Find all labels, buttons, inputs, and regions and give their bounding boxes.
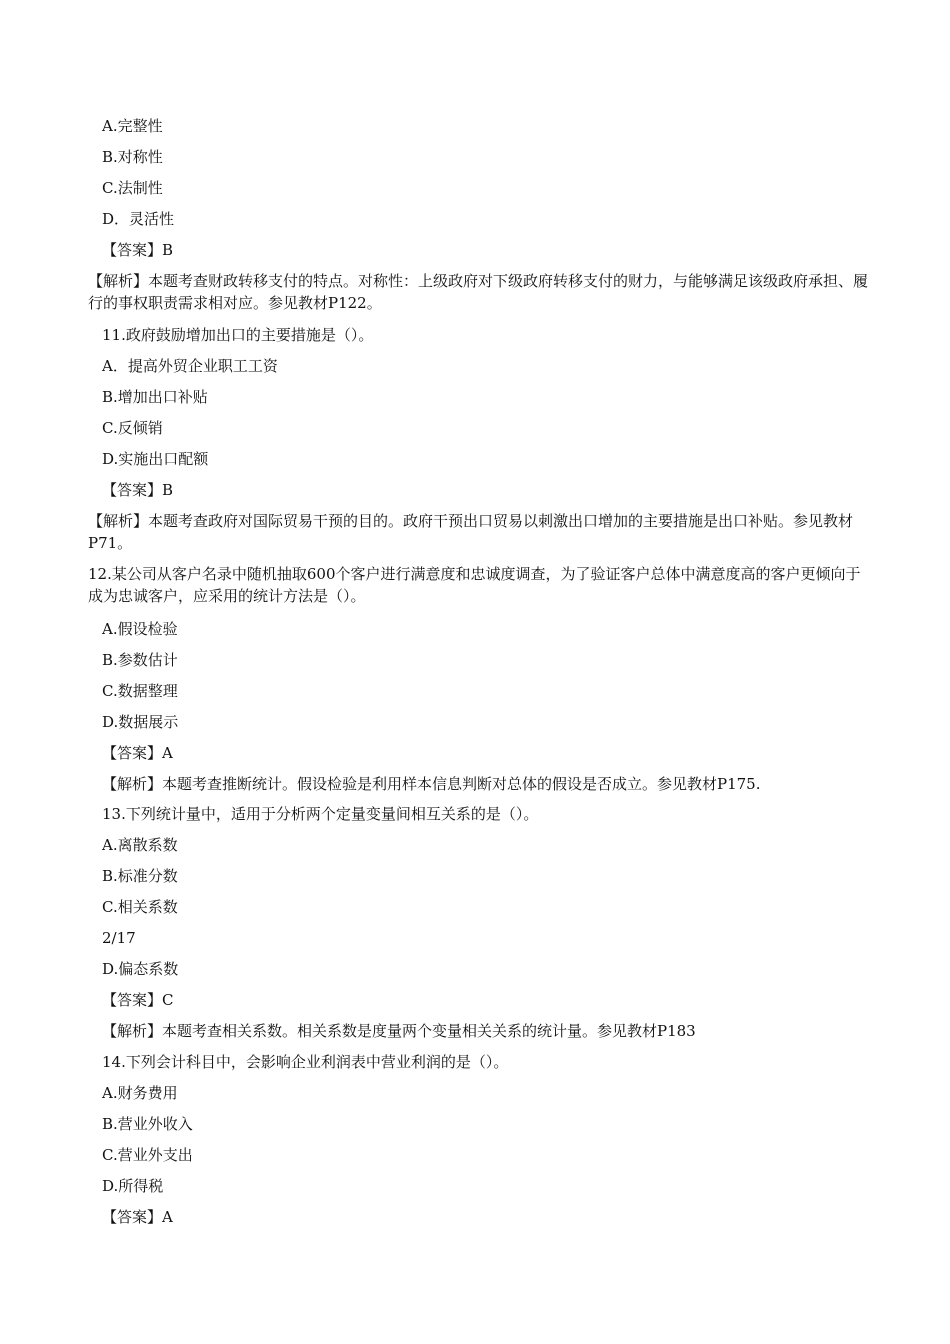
analysis: 【解析】本题考查财政转移支付的特点。对称性：上级政府对下级政府转移支付的财力，与能够满足该级政府承担、履行的事权职责需求相对应。参见教材P122。 xyxy=(88,272,869,312)
analysis: 【解析】本题考查相关系数。相关系数是度量两个变量相关关系的统计量。参见教材P183 xyxy=(102,1022,696,1040)
option-d: D.所得税 xyxy=(102,1177,164,1195)
option-a: A.完整性 xyxy=(102,117,163,135)
answer: 【答案】A xyxy=(102,744,173,762)
option-b: B.标准分数 xyxy=(102,867,178,885)
question-13: 13.下列统计量中，适用于分析两个定量变量间相互关系的是（）。 xyxy=(102,805,539,823)
option-c: C.数据整理 xyxy=(102,682,178,700)
analysis: 【解析】本题考查推断统计。假设检验是利用样本信息判断对总体的假设是否成立。参见教材P175. xyxy=(102,775,761,793)
analysis: 【解析】本题考查政府对国际贸易干预的目的。政府干预出口贸易以刺激出口增加的主要措施是出口补贴。参见教材P71。 xyxy=(88,512,854,552)
option-c: C.法制性 xyxy=(102,179,163,197)
answer: 【答案】A xyxy=(102,1208,173,1226)
option-d: D.偏态系数 xyxy=(102,960,179,978)
option-b: B.营业外收入 xyxy=(102,1115,193,1133)
option-c: C.反倾销 xyxy=(102,419,163,437)
option-a: A.财务费用 xyxy=(102,1084,178,1102)
page-number: 2/17 xyxy=(102,929,136,947)
option-c: C.相关系数 xyxy=(102,898,178,916)
option-b: B.增加出口补贴 xyxy=(102,388,208,406)
option-d: D.数据展示 xyxy=(102,713,179,731)
question-12: 12.某公司从客户名录中随机抽取600个客户进行满意度和忠诚度调查，为了验证客户总体中满意度高的客户更倾向于成为忠诚客户，应采用的统计方法是（）。 xyxy=(88,565,861,605)
question-14: 14.下列会计科目中，会影响企业利润表中营业利润的是（）。 xyxy=(102,1053,509,1071)
option-d: D.实施出口配额 xyxy=(102,450,209,468)
option-b: B.对称性 xyxy=(102,148,163,166)
answer: 【答案】B xyxy=(102,481,174,499)
option-d: D．灵活性 xyxy=(102,210,175,228)
question-11: 11.政府鼓励增加出口的主要措施是（）。 xyxy=(102,326,374,344)
answer: 【答案】B xyxy=(102,241,174,259)
option-a: A.离散系数 xyxy=(102,836,178,854)
option-b: B.参数估计 xyxy=(102,651,178,669)
option-c: C.营业外支出 xyxy=(102,1146,193,1164)
option-a: A．提高外贸企业职工工资 xyxy=(102,357,278,375)
option-a: A.假设检验 xyxy=(102,620,178,638)
answer: 【答案】C xyxy=(102,991,174,1009)
